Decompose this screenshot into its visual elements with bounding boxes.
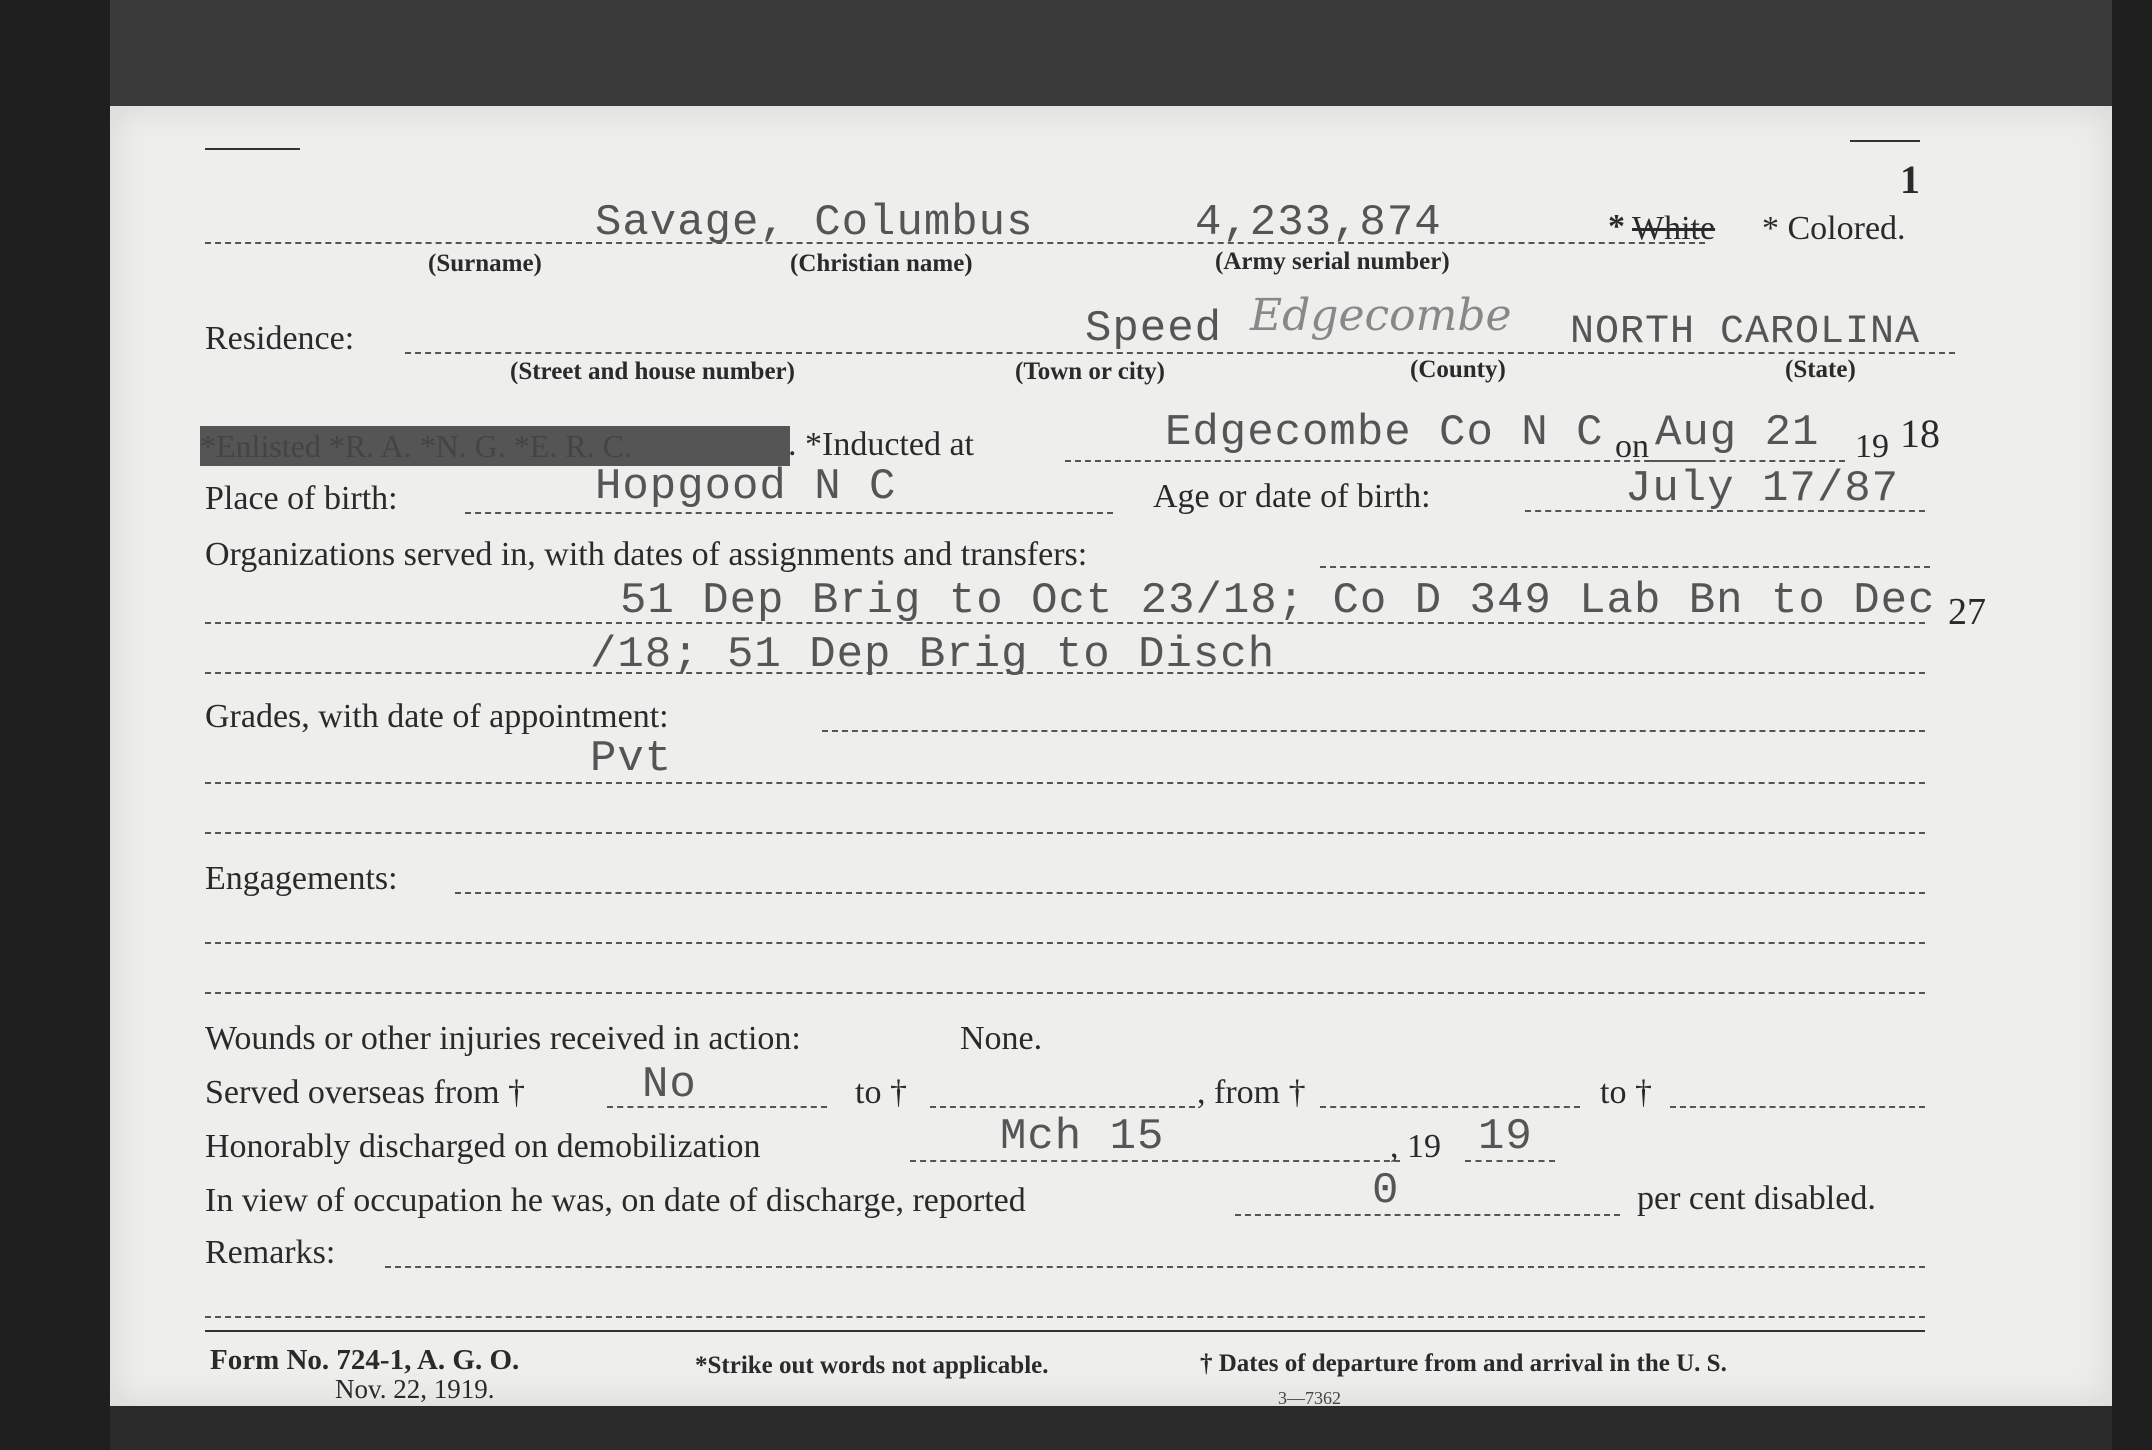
grades-value: Pvt: [590, 734, 673, 784]
discharge-date: Mch 15: [1000, 1112, 1165, 1162]
organizations-line2: /18; 51 Dep Brig to Disch: [590, 630, 1276, 680]
discharge-label: Honorably discharged on demobilization: [205, 1128, 761, 1165]
disability-line: [1235, 1214, 1620, 1216]
christian-name-caption: (Christian name): [790, 250, 973, 277]
top-left-rule: [205, 148, 300, 150]
footer-note-dates: † Dates of departure from and arrival in the U. S.: [1200, 1350, 1727, 1377]
engagements-label: Engagements:: [205, 860, 398, 897]
organizations-line1: 51 Dep Brig to Oct 23/18; Co D 349 Lab Bn to Dec: [620, 576, 1936, 626]
overseas-to1-label: to †: [855, 1074, 907, 1111]
grades-line-1: [205, 782, 1925, 784]
serial-value: 4,233,874: [1195, 198, 1442, 248]
remarks-line-0: [385, 1266, 1925, 1268]
print-code: 3—7362: [1278, 1388, 1341, 1408]
grades-line-2: [205, 832, 1925, 834]
organizations-label: Organizations served in, with dates of assignments and transfers:: [205, 536, 1088, 573]
grades-line-0: [822, 730, 1925, 732]
place-of-birth-value: Hopgood N C: [595, 462, 897, 512]
served-overseas-label: Served overseas from †: [205, 1074, 526, 1111]
overseas-to1-line: [930, 1106, 1195, 1108]
residence-town: Speed: [1085, 304, 1223, 354]
organizations-line-2: [205, 672, 1925, 674]
discharge-year-prefix: , 19: [1390, 1128, 1441, 1165]
serial-caption: (Army serial number): [1215, 248, 1450, 275]
overseas-from1-value: No: [642, 1060, 697, 1110]
organizations-line1-tail: 27: [1948, 591, 1986, 633]
footer-rule: [205, 1330, 1925, 1332]
scan-background-top: [0, 0, 2152, 108]
name-value: Savage, Columbus: [595, 198, 1034, 248]
town-caption: (Town or city): [1015, 358, 1165, 385]
surname-caption: (Surname): [428, 250, 542, 277]
scan-background-right: [2112, 0, 2152, 1450]
wounds-value: None.: [960, 1020, 1043, 1057]
disability-label: In view of occupation he was, on date of discharge, reported: [205, 1182, 1026, 1219]
inducted-label: . *Inducted at: [788, 426, 974, 463]
scan-background-left: [0, 0, 110, 1450]
date-of-birth-value: July 17/87: [1625, 464, 1900, 514]
organizations-line-0: [1320, 566, 1930, 568]
inducted-line: [1065, 460, 1710, 462]
form-number: Form No. 724-1, A. G. O.: [210, 1344, 520, 1376]
place-of-birth-line: [465, 512, 1113, 514]
redacted-enlistment-options: *Enlisted *R. A. *N. G. *E. R. C.: [200, 426, 790, 466]
residence-label: Residence:: [205, 320, 355, 357]
overseas-from1-line: [607, 1106, 827, 1108]
place-of-birth-label: Place of birth:: [205, 480, 398, 517]
induction-year: 18: [1900, 411, 1940, 456]
footer-note-strike: *Strike out words not applicable.: [695, 1352, 1049, 1379]
residence-county: Edgecombe: [1250, 290, 1512, 341]
inducted-at-value: Edgecombe Co N C: [1165, 408, 1604, 458]
remarks-line-1: [205, 1316, 1925, 1318]
overseas-from2-label: , from †: [1197, 1074, 1306, 1111]
race-prefix: *: [1608, 208, 1625, 245]
overseas-from2-line: [1320, 1106, 1580, 1108]
card-number: 1: [1900, 157, 1920, 202]
induction-date-line: [1650, 460, 1845, 462]
race-white: White: [1632, 210, 1716, 247]
overseas-to2-label: to †: [1600, 1074, 1652, 1111]
overseas-to2-line: [1670, 1106, 1925, 1108]
engagements-line-0: [455, 892, 1925, 894]
wounds-label: Wounds or other injuries received in action:: [205, 1020, 801, 1057]
state-caption: (State): [1785, 356, 1856, 383]
top-right-rule: [1850, 140, 1920, 142]
discharge-year: 19: [1478, 1112, 1533, 1162]
on-label: on: [1615, 428, 1649, 465]
grades-label: Grades, with date of appointment:: [205, 698, 669, 735]
engagements-line-1: [205, 942, 1925, 944]
disability-value: 0: [1372, 1166, 1400, 1216]
residence-state: NORTH CAROLINA: [1570, 310, 1921, 355]
county-caption: (County): [1410, 356, 1506, 383]
disability-suffix: per cent disabled.: [1637, 1180, 1876, 1217]
remarks-label: Remarks:: [205, 1234, 336, 1271]
service-record-card: [110, 106, 2112, 1406]
induction-date: Aug 21: [1655, 408, 1820, 458]
induction-year-prefix: 19: [1855, 428, 1889, 465]
organizations-line-1: [205, 622, 1925, 624]
form-date: Nov. 22, 1919.: [335, 1374, 495, 1404]
age-label: Age or date of birth:: [1153, 478, 1431, 515]
race-colored: * Colored.: [1762, 210, 1906, 247]
engagements-line-2: [205, 992, 1925, 994]
street-caption: (Street and house number): [510, 358, 795, 385]
